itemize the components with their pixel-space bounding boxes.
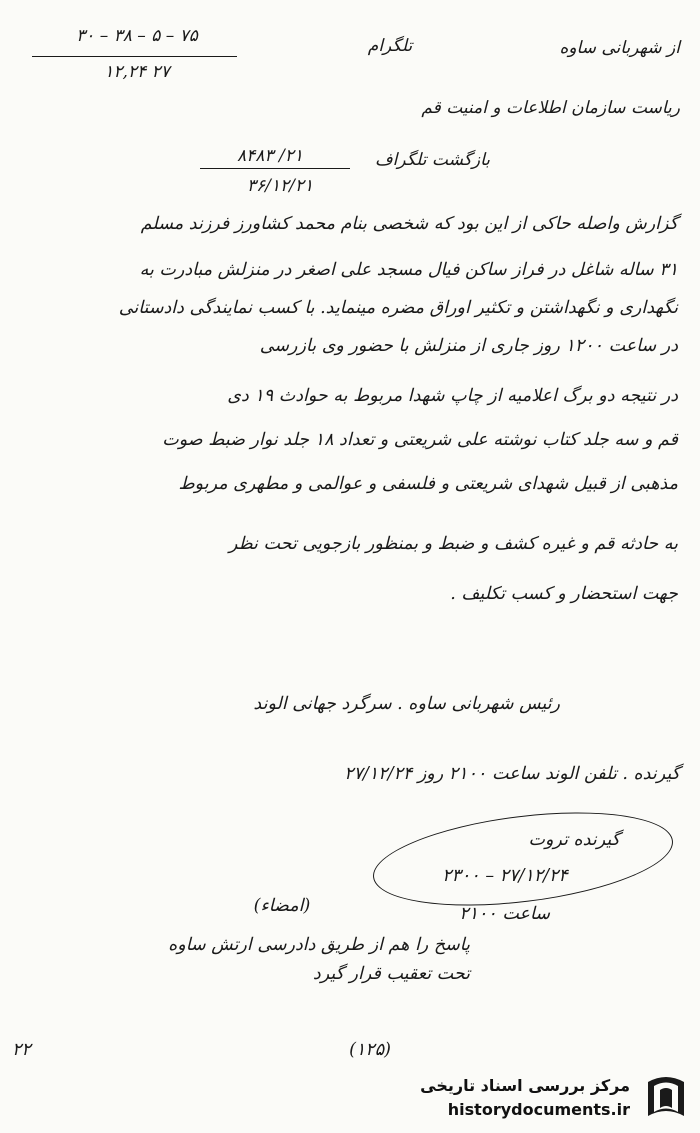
reference-number: ۲۱/ ۸۴۸۳ — [237, 146, 303, 166]
body-line: مذهبی از قبیل شهدای شریعتی و فلسفی و عوالمی و مطهری مربوط — [178, 474, 678, 494]
receipt-datetime: ۲۷/۱۲/۲۴ – ۲۳۰۰ — [442, 866, 568, 886]
body-line: در نتیجه دو برگ اعلامیه از چاپ شهدا مربوط به حوادث ۱۹ دی — [227, 386, 678, 406]
recipient: ریاست سازمان اطلاعات و امنیت قم — [421, 98, 680, 118]
page-number: ۲۲ — [12, 1040, 31, 1060]
body-line: قم و سه جلد کتاب نوشته علی شریعتی و تعداد ۱۸ جلد نوار ضبط صوت — [162, 430, 678, 450]
receiver-name: گیرنده تروت — [528, 830, 620, 850]
body-line: به حادثه قم و غیره کشف و ضبط و بمنظور بازجویی تحت نظر — [229, 534, 678, 554]
telegram-label: تلگرام — [367, 36, 413, 56]
initials: (امضاء) — [253, 896, 311, 916]
body-line: ۳۱ ساله شاغل در فراز ساکن فیال مسجد علی اصغر در منزلش مبادرت به — [139, 260, 678, 280]
receipt-loop — [368, 798, 678, 920]
reference-date-line: ۲۷ ۱۲,۲۴ — [104, 62, 170, 82]
reference-rule — [200, 168, 350, 169]
sender: از شهربانی ساوه — [559, 38, 680, 58]
margin-note: (۱۲۵) — [349, 1040, 391, 1060]
body-line: در ساعت ۱۲۰۰ روز جاری از منزلش با حضور وی بازرسی — [259, 336, 678, 356]
archive-logo-icon — [640, 1068, 692, 1124]
margin-note: تحت تعقیب قرار گیرد — [312, 964, 470, 984]
watermark-url: historydocuments.ir — [447, 1100, 630, 1119]
reference-numbers-line: ۷۵ – ۵ – ۳۸ – ۳۰ — [76, 26, 198, 46]
watermark-name: مرکز بررسی اسناد تاریخی — [420, 1076, 630, 1095]
body-line: جهت استحضار و کسب تکلیف . — [450, 584, 678, 604]
reference-date: ۳۶/۱۲/۲۱ — [246, 176, 314, 196]
header-rule — [32, 56, 237, 57]
body-line: گزارش واصله حاکی از این بود که شخصی بنام محمد کشاورز فرزند مسلم — [140, 214, 678, 234]
reference-label: بازگشت تلگراف — [375, 150, 490, 170]
delivery-line: گیرنده . تلفن الوند ساعت ۲۱۰۰ روز ۲۷/۱۲/۲۴ — [344, 764, 680, 784]
receipt-hour: ساعت ۲۱۰۰ — [459, 904, 550, 924]
body-line: نگهداری و نگهداشتن و تکثیر اوراق مضره مینماید. با کسب نمایندگی دادستانی — [118, 298, 678, 318]
margin-note: پاسخ را هم از طریق دادرسی ارتش ساوه — [168, 935, 470, 955]
signature-line: رئیس شهربانی ساوه . سرگرد جهانی الوند — [253, 694, 560, 714]
